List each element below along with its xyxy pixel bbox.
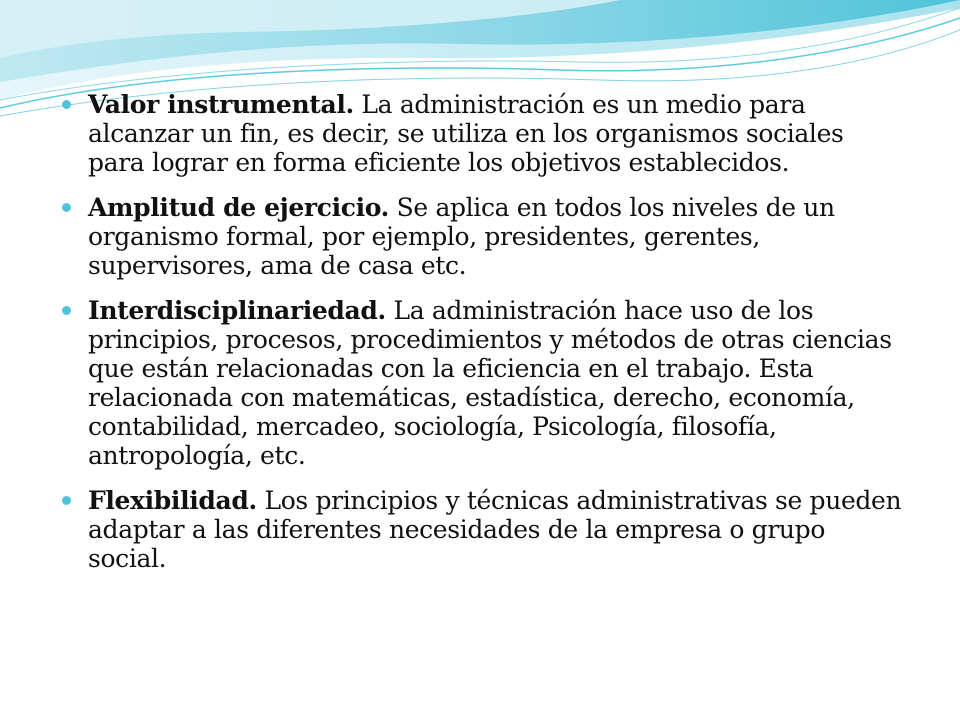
slide-content: [62, 90, 902, 589]
bullet-text: La administración es un medio para alcanzar un fin, es decir, se utiliza en los organismos sociales para lograr en forma eficiente los objetivos establecidos.: [88, 90, 844, 177]
bullet-item-flexibilidad: [62, 486, 902, 573]
bullet-term: Interdisciplinariedad.: [88, 296, 386, 325]
bullet-dot-icon: [62, 496, 71, 505]
bullet-dot-icon: [62, 100, 71, 109]
bullet-item-interdisciplinariedad: [62, 296, 902, 470]
bullet-term: Amplitud de ejercicio.: [88, 193, 390, 222]
bullet-list: [62, 90, 902, 573]
bullet-item-amplitud-de-ejercicio: [62, 193, 902, 280]
bullet-dot-icon: [62, 306, 71, 315]
bullet-term: Flexibilidad.: [88, 486, 257, 515]
bullet-item-valor-instrumental: [62, 90, 902, 177]
bullet-text: La administración hace uso de los principios, procesos, procedimientos y métodos de otras ciencias que están relacionadas con la eficiencia en el trabajo. Esta relacionada con matemáticas, estadística, derecho, economía, contabilidad, mercadeo, sociología, Psicología, filosofía, antropología, etc.: [88, 296, 892, 470]
bullet-term: Valor instrumental.: [88, 90, 354, 119]
bullet-text: Los principios y técnicas administrativas se pueden adaptar a las diferentes necesidades de la empresa o grupo social.: [88, 486, 902, 573]
bullet-dot-icon: [62, 203, 71, 212]
bullet-text: Se aplica en todos los niveles de un organismo formal, por ejemplo, presidentes, gerentes, supervisores, ama de casa etc.: [88, 193, 835, 280]
